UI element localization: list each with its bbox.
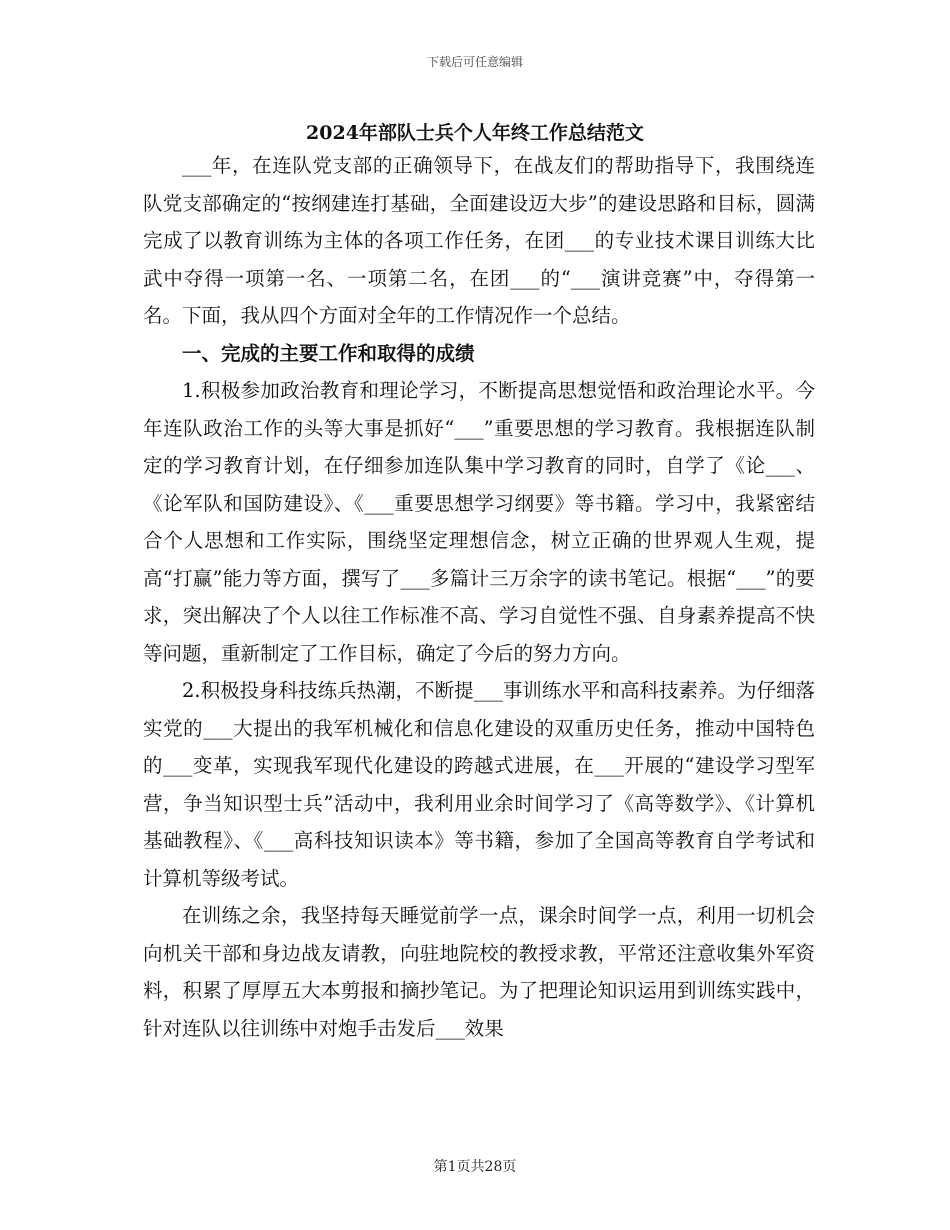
page-header-note: 下载后可任意编辑 (426, 55, 523, 69)
paragraph-training: 在训练之余，我坚持每天睡觉前学一点，课余时间学一点，利用一切机会向机关干部和身边战友请教，向驻地院校的教授求教，平常还注意收集外军资料，积累了厚厚五大本剪报和摘抄笔记。为了把理论知识运用到训练实践中，针对连队以往训练中对炮手击发后___效果 (143, 904, 815, 1040)
intro-paragraph: ___年，在连队党支部的正确领导下，在战友们的帮助指导下，我围绕连队党支部确定的“按纲建连打基础，全面建设迈大步”的建设思路和目标，圆满完成了以教育训练为主体的各项工作任务，在团___的专业技术课目训练大比武中夺得一项第一名、一项第二名，在团___的“___演讲竞赛”中，夺得第一名。下面，我从四个方面对全年的工作情况作一个总结。 (143, 154, 815, 327)
paragraph-item-1: 1.积极参加政治教育和理论学习，不断提高思想觉悟和政治理论水平。今年连队政治工作的头等大事是抓好“___”重要思想的学习教育。我根据连队制定的学习教育计划，在仔细参加连队集中学习教育的同时，自学了《论___、《论军队和国防建设》、《___重要思想学习纲要》等书籍。学习中，我紧密结合个人思想和工作实际，围绕坚定理想信念，树立正确的世界观人生观，提高“打赢”能力等方面，撰写了___多篇计三万余字的读书笔记。根据“___”的要求，突出解决了个人以往工作标准不高、学习自觉性不强、自身素养提高不快等问题，重新制定了工作目标，确定了今后的努力方向。 (143, 379, 815, 665)
document-body (143, 147, 815, 1047)
paragraph-item-2: 2.积极投身科技练兵热潮，不断提___事训练水平和高科技素养。为仔细落实党的___大提出的我军机械化和信息化建设的双重历史任务，推动中国特色的___变革，实现我军现代化建设的跨越式进展，在___开展的“建设学习型军营，争当知识型士兵”活动中，我利用业余时间学习了《高等数学》、《计算机基础教程》、《___高科技知识读本》等书籍，参加了全国高等教育自学考试和计算机等级考试。 (143, 679, 815, 890)
page-number-footer: 第1页共28页 (433, 1159, 517, 1175)
document-title: 2024年部队士兵个人年终工作总结范文 (306, 122, 644, 144)
section-heading-1: 一、完成的主要工作和取得的成绩 (182, 341, 475, 365)
